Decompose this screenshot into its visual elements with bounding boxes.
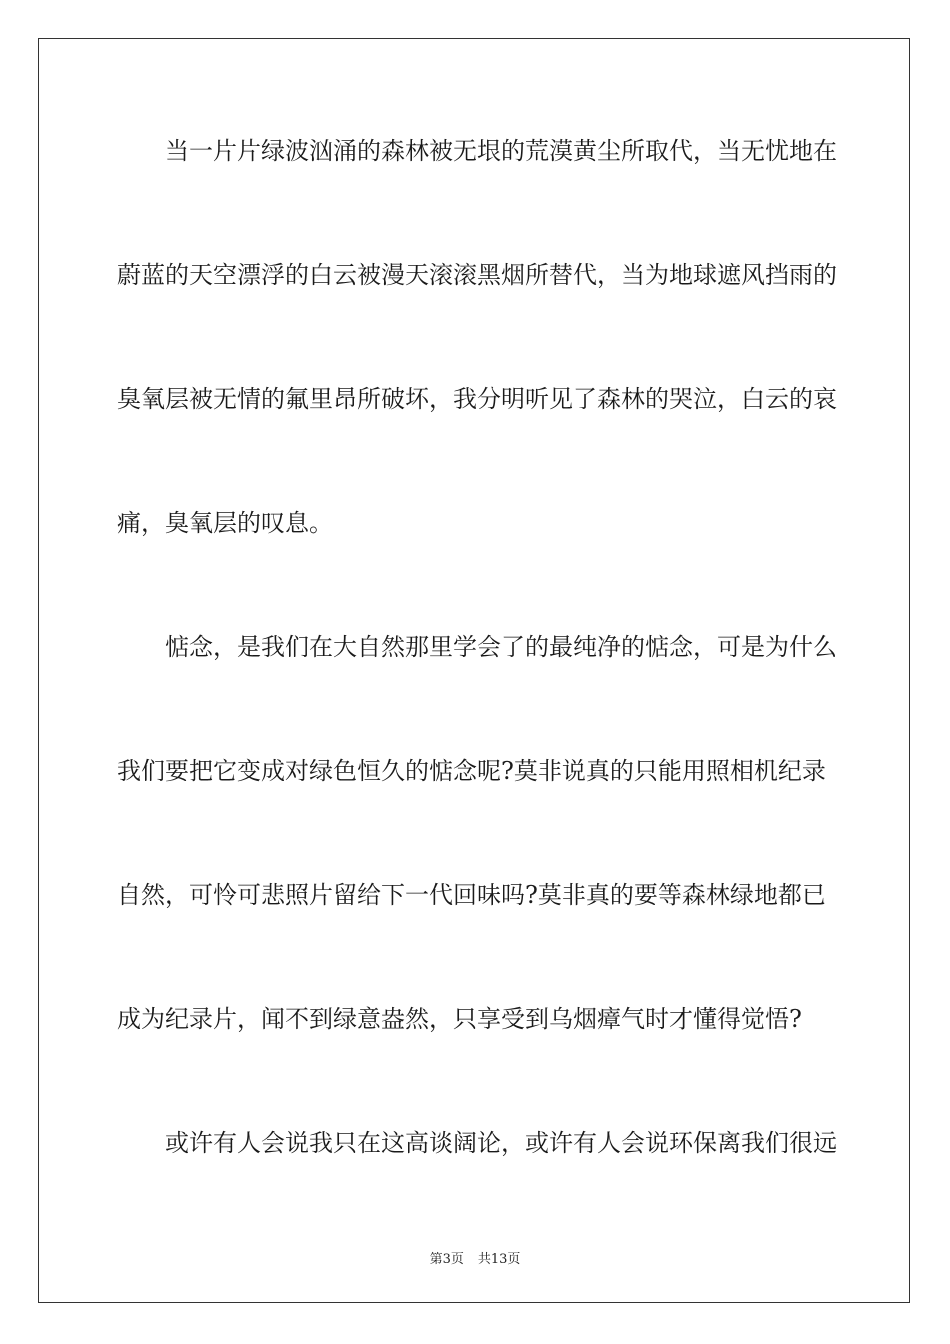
paragraph-2-line-4: 成为纪录片，闻不到绿意盎然，只享受到乌烟瘴气时才懂得觉悟? [117, 1005, 802, 1033]
page-footer [0, 1248, 950, 1267]
paragraph-2-line-3: 自然，可怜可悲照片留给下一代回味吗?莫非真的要等森林绿地都已 [117, 881, 826, 909]
paragraph-3-line-1: 或许有人会说我只在这高谈阔论，或许有人会说环保离我们很远 [165, 1129, 837, 1157]
document-body [117, 128, 837, 1166]
page-total: 共13页 [477, 1252, 521, 1267]
paragraph-2-line-1: 惦念，是我们在大自然那里学会了的最纯净的惦念，可是为什么 [165, 633, 837, 661]
paragraph-1-line-1: 当一片片绿波汹涌的森林被无垠的荒漠黄尘所取代，当无忧地在 [165, 137, 837, 165]
paragraph-1-line-3: 臭氧层被无情的氟里昂所破坏，我分明听见了森林的哭泣，白云的哀 [117, 385, 837, 413]
paragraph-2-line-2: 我们要把它变成对绿色恒久的惦念呢?莫非说真的只能用照相机纪录 [117, 757, 826, 785]
paragraph-1-line-2: 蔚蓝的天空漂浮的白云被漫天滚滚黑烟所替代，当为地球遮风挡雨的 [117, 261, 837, 289]
paragraph-1-line-4: 痛，臭氧层的叹息。 [117, 509, 333, 537]
page-number: 第3页 [429, 1252, 464, 1267]
